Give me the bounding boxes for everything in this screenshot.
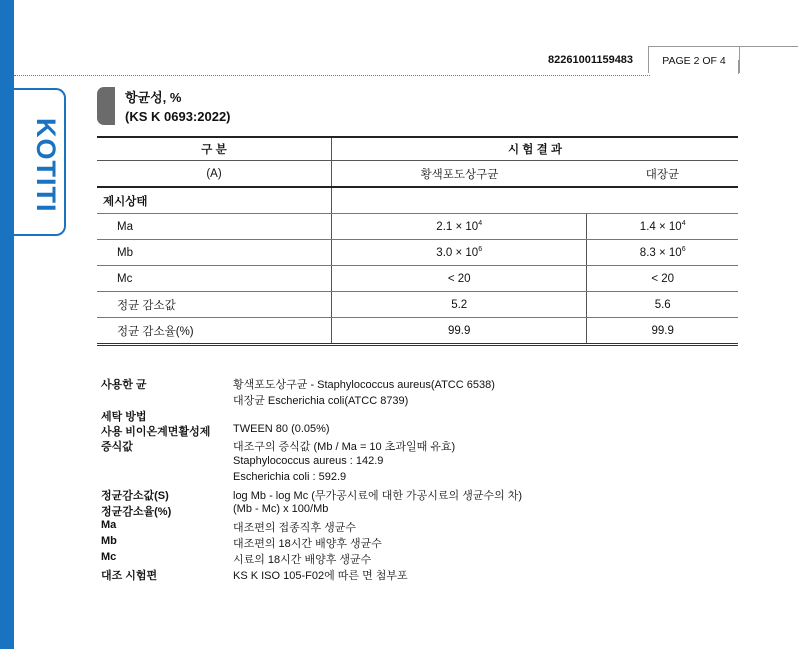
note-label: 정균감소값(S) bbox=[101, 490, 169, 502]
row-value-ecoli: $1.4 \times 10^4$ bbox=[587, 214, 738, 240]
note-value: Escherichia coli : 592.9 bbox=[233, 471, 347, 483]
note-value: 대장균 Escherichia coli(ATCC 8739) bbox=[233, 395, 409, 407]
note-value: TWEEN 80 (0.05%) bbox=[233, 423, 330, 435]
brand-sidebar bbox=[0, 0, 14, 649]
note-value: 대조구의 증식값 (Mb / Ma = 10 초과일때 유효) bbox=[233, 441, 456, 453]
subheader-staph: 황색포도상구균 bbox=[332, 161, 587, 188]
state-empty-cell bbox=[587, 187, 738, 214]
section-marker bbox=[97, 87, 115, 125]
row-value-staph: 5.2 bbox=[332, 292, 587, 318]
row-value-staph: $2.1 \times 10^4$ bbox=[332, 214, 587, 240]
row-label: Ma bbox=[97, 214, 332, 240]
section-title-line2: (KS K 0693:2022) bbox=[125, 109, 231, 124]
note-value: 황색포도상구균 - Staphylococcus aureus(ATCC 6538) bbox=[233, 379, 495, 391]
subheader-ecoli: 대장균 bbox=[587, 161, 738, 188]
report-number: 82261001159483 bbox=[548, 54, 634, 66]
note-label: 대조 시험편 bbox=[101, 570, 158, 582]
row-value-ecoli: $8.3 \times 10^6$ bbox=[587, 240, 738, 266]
section-title-line1: 항균성, % bbox=[125, 90, 182, 105]
row-label: 정균 감소값 bbox=[97, 292, 332, 318]
note-value: Staphylococcus aureus : 142.9 bbox=[233, 455, 384, 467]
table-row bbox=[97, 292, 738, 318]
table-subheader-row bbox=[97, 161, 738, 188]
table-row bbox=[97, 318, 738, 345]
table-row bbox=[97, 240, 738, 266]
note-label: 사용한 균 bbox=[101, 379, 147, 391]
page-box-tick bbox=[738, 60, 739, 74]
row-value-staph: $3.0 \times 10^6$ bbox=[332, 240, 587, 266]
state-label: 제시상태 bbox=[97, 187, 332, 214]
header-category: 구 분 bbox=[97, 137, 332, 161]
note-label: 사용 비이온계면활성제 bbox=[101, 426, 211, 438]
note-value: 대조편의 18시간 배양후 생균수 bbox=[233, 538, 382, 550]
row-label: Mb bbox=[97, 240, 332, 266]
subheader-a: (A) bbox=[97, 161, 332, 188]
row-label: Mc bbox=[97, 266, 332, 292]
note-label: Mb bbox=[101, 535, 117, 547]
note-label: Ma bbox=[101, 519, 117, 531]
note-value: log Mb - log Mc (무가공시료에 대한 가공시료의 생균수의 차) bbox=[233, 490, 523, 502]
note-label: 정균감소율(%) bbox=[101, 506, 172, 518]
header-divider bbox=[14, 75, 650, 76]
header-results: 시 험 결 과 bbox=[332, 137, 739, 161]
page-box-line bbox=[738, 46, 798, 47]
row-label: 정균 감소율(%) bbox=[97, 318, 332, 345]
note-value: (Mb - Mc) x 100/Mb bbox=[233, 503, 329, 515]
note-label: 증식값 bbox=[101, 441, 133, 453]
table-header-row bbox=[97, 137, 738, 161]
row-value-ecoli: < 20 bbox=[587, 266, 738, 292]
results-table bbox=[97, 136, 738, 346]
row-value-ecoli: 5.6 bbox=[587, 292, 738, 318]
table-row bbox=[97, 214, 738, 240]
table-row bbox=[97, 266, 738, 292]
row-value-ecoli: 99.9 bbox=[587, 318, 738, 345]
page-indicator: PAGE 2 OF 4 bbox=[648, 46, 740, 73]
note-value: 시료의 18시간 배양후 생균수 bbox=[233, 554, 372, 566]
note-label: Mc bbox=[101, 551, 117, 563]
note-value: KS K ISO 105-F02에 따른 면 첨부포 bbox=[233, 570, 408, 582]
row-value-staph: 99.9 bbox=[332, 318, 587, 345]
section-title bbox=[125, 88, 231, 126]
kotiti-logo: KOTITI bbox=[31, 117, 61, 213]
state-row bbox=[97, 187, 738, 214]
row-value-staph: < 20 bbox=[332, 266, 587, 292]
note-label: 세탁 방법 bbox=[101, 411, 147, 423]
state-empty-cell bbox=[332, 187, 587, 214]
note-value: 대조편의 접종직후 생균수 bbox=[233, 522, 356, 534]
